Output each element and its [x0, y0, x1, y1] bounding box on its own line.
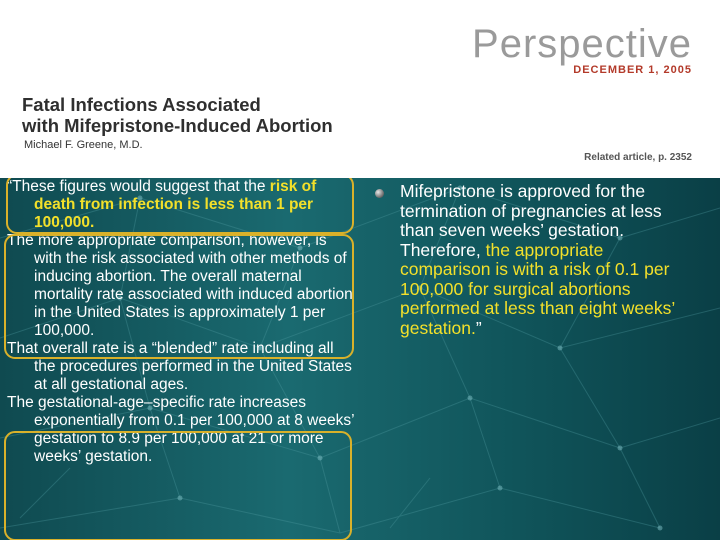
article-header: [0, 0, 720, 178]
right-lead-text: Mifepristone is approved for the termination of pregnancies at less than seven weeks’ gestation. Therefore,: [400, 181, 662, 260]
article-title: [22, 94, 333, 136]
highlighted-risk-text: risk of death from infection is less than 1 per 100,000.: [34, 178, 317, 231]
title-line-2: with Mifepristone-Induced Abortion: [22, 115, 333, 136]
right-highlighted-text: the appropriate comparison is with a risk of 0.1 per 100,000 for surgical abortions performed at less than eight weeks’ gestation.: [400, 239, 675, 338]
issue-date: DECEMBER 1, 2005: [573, 64, 692, 76]
related-article-note: Related article, p. 2352: [584, 152, 692, 163]
author-byline: Michael F. Greene, M.D.: [24, 139, 143, 151]
quote-lead: “These figures would suggest that the: [7, 178, 270, 195]
right-text-column: [400, 182, 690, 338]
brand-wordmark: Perspective: [472, 22, 692, 66]
quote-paragraph-3: That overall rate is a “blended” rate including all the procedures performed in the United States at all gestational ages.: [7, 340, 352, 393]
quote-paragraph-4: The gestational-age–specific rate increases exponentially from 0.1 per 100,000 at 8 weeks’ gestation to 8.9 per 100,000 at 21 or more weeks’ gestation.: [7, 394, 354, 465]
bullet-icon: [375, 189, 384, 198]
quote-paragraph-2: The more appropriate comparison, however, is with the risk associated with other methods of inducing abortion. The overall maternal mortality rate associated with induced abortion in the United States is approximately 1 per 100,000.: [7, 232, 353, 339]
title-line-1: Fatal Infections Associated: [22, 94, 261, 115]
slide-panel: [0, 178, 720, 540]
closing-quote: ”: [475, 317, 482, 338]
brand-block: [472, 22, 692, 76]
left-text-column: [0, 178, 356, 466]
quote-paragraph-1: [0, 178, 356, 232]
